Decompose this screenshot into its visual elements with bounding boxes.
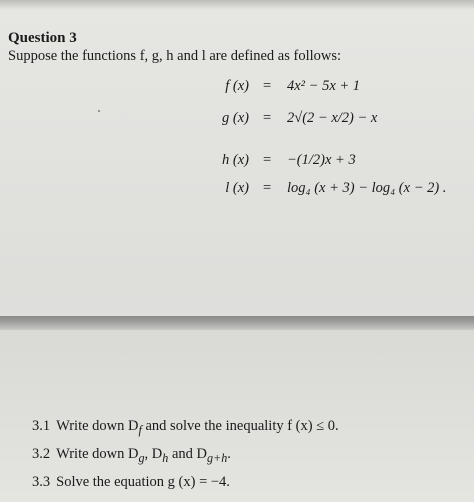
subquestion-subscript: f (138, 422, 142, 437)
equation-g (0, 110, 474, 130)
equation-h-equals: = (263, 152, 272, 168)
equation-f-lhs: f (x) (225, 78, 249, 94)
equation-f (0, 78, 474, 98)
subquestion-rest-2: and D (168, 446, 207, 462)
page-divider (0, 316, 474, 330)
subquestion-3-1 (32, 418, 339, 438)
equation-h-rhs: −(1/2)x + 3 (287, 152, 356, 168)
question-title: Question 3 (8, 30, 77, 46)
subquestion-rest: , D (144, 446, 163, 462)
subquestion-3-2 (32, 446, 231, 466)
equation-h (0, 152, 474, 172)
equation-g-rhs: 2√(2 − x/2) − x (287, 110, 378, 126)
equation-f-equals: = (263, 78, 272, 94)
equation-l-equals: = (263, 180, 272, 196)
equation-l-lhs: l (x) (225, 180, 249, 196)
subquestion-text: Write down D (56, 446, 139, 462)
equation-l-rhs: log₄ (x + 3) − log₄ (x − 2) . (287, 180, 447, 196)
subquestion-text: Write down D (56, 418, 139, 434)
question-intro: Suppose the functions f, g, h and l are defined as follows: (8, 48, 342, 64)
subquestion-rest-3: . (227, 446, 231, 462)
equation-l (0, 180, 474, 200)
subquestion-subscript-3: g+h (207, 450, 228, 465)
subquestion-rest: and solve the inequality f (x) ≤ 0. (141, 418, 339, 434)
equation-g-lhs: g (x) (222, 110, 249, 126)
equation-f-rhs: 4x² − 5x + 1 (287, 78, 361, 94)
subquestion-number: 3.2 (32, 446, 51, 462)
subquestion-subscript: g (138, 450, 145, 465)
subquestion-subscript-2: h (162, 450, 169, 465)
equation-g-equals: = (263, 110, 272, 126)
subquestion-number: 3.1 (32, 418, 51, 434)
page-edge-shadow (0, 0, 474, 10)
subquestion-3-3 (32, 474, 230, 491)
subquestion-text: Solve the equation g (x) = −4. (56, 474, 230, 490)
subquestion-number: 3.3 (32, 474, 51, 490)
equation-h-lhs: h (x) (222, 152, 249, 168)
